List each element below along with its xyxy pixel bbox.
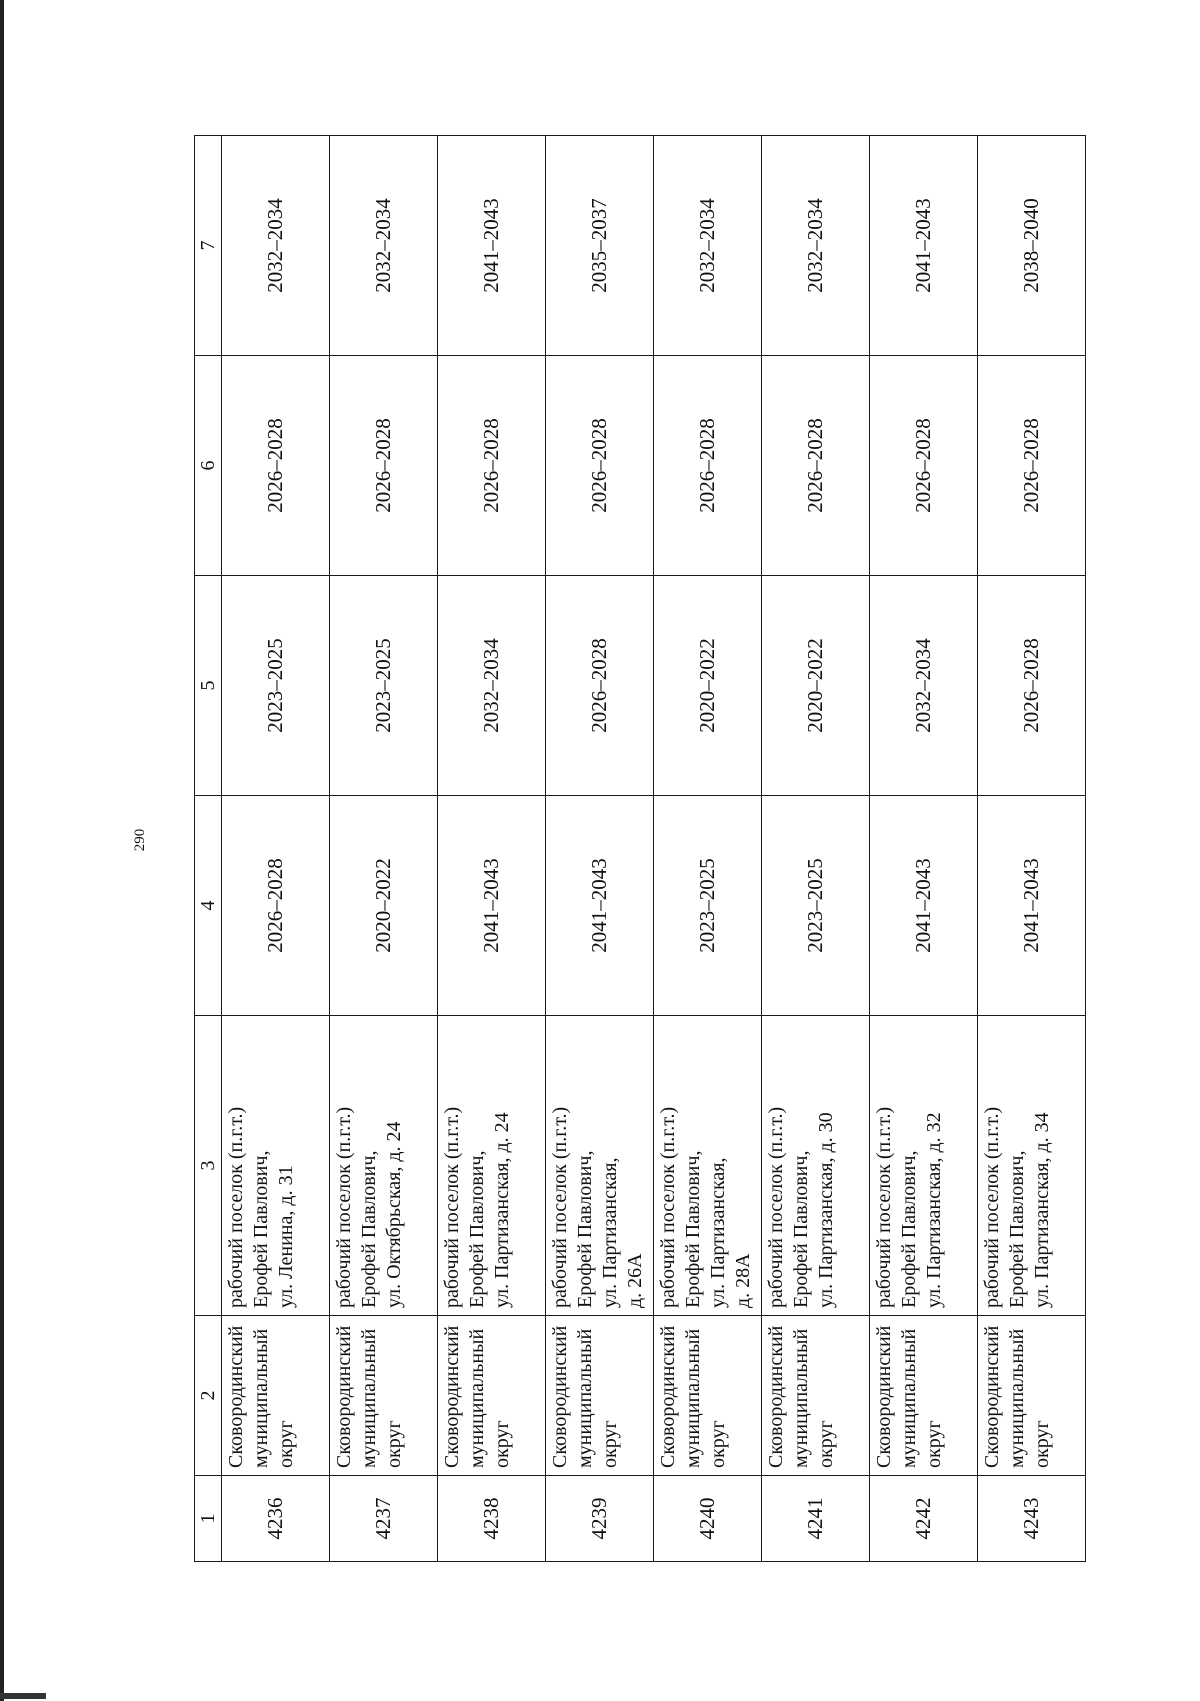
column-header-2: 2 — [195, 1316, 222, 1476]
column-number-row — [195, 136, 222, 1562]
municipality-cell — [870, 1316, 978, 1476]
municipality-line: округ — [599, 1420, 621, 1468]
period-col-5: 2026–2028 — [978, 576, 1086, 796]
address-line: ул. Партизанская, — [707, 1157, 729, 1308]
address-cell — [762, 1016, 870, 1316]
address-cell — [654, 1016, 762, 1316]
period-col-7: 2032–2034 — [330, 136, 438, 356]
period-col-5: 2020–2022 — [762, 576, 870, 796]
municipality-line: муниципальный — [682, 1328, 704, 1468]
column-header-3: 3 — [195, 1016, 222, 1316]
table-row — [222, 136, 330, 1562]
address-line: ул. Партизанская, д. 30 — [815, 1112, 837, 1308]
municipality-line: Сковородинский — [873, 1325, 895, 1468]
period-col-4: 2041–2043 — [870, 796, 978, 1016]
column-header-1: 1 — [195, 1476, 222, 1562]
page-number: 290 — [132, 828, 148, 852]
table-row — [870, 136, 978, 1562]
period-col-7: 2032–2034 — [762, 136, 870, 356]
table-row — [438, 136, 546, 1562]
period-col-4: 2020–2022 — [330, 796, 438, 1016]
municipality-cell — [978, 1316, 1086, 1476]
municipality-line: муниципальный — [358, 1328, 380, 1468]
address-line: Ерофей Павлович, — [790, 1150, 812, 1308]
housing-schedule-table — [194, 135, 1086, 1562]
address-line: ул. Партизанская, д. 24 — [491, 1112, 513, 1308]
row-number: 4242 — [870, 1476, 978, 1562]
address-cell — [546, 1016, 654, 1316]
address-cell — [978, 1016, 1086, 1316]
address-line: ул. Партизанская, д. 32 — [923, 1112, 945, 1308]
address-line: Ерофей Павлович, — [358, 1150, 380, 1308]
municipality-line: Сковородинский — [981, 1325, 1003, 1468]
municipality-cell — [546, 1316, 654, 1476]
table-row — [546, 136, 654, 1562]
municipality-line: округ — [923, 1420, 945, 1468]
address-line: Ерофей Павлович, — [466, 1150, 488, 1308]
period-col-4: 2041–2043 — [546, 796, 654, 1016]
address-line: Ерофей Павлович, — [574, 1150, 596, 1308]
municipality-line: Сковородинский — [657, 1325, 679, 1468]
period-col-6: 2026–2028 — [762, 356, 870, 576]
address-line: Ерофей Павлович, — [682, 1150, 704, 1308]
period-col-5: 2032–2034 — [870, 576, 978, 796]
address-cell — [222, 1016, 330, 1316]
address-line: д. 26А — [624, 1253, 646, 1308]
period-col-5: 2032–2034 — [438, 576, 546, 796]
address-line: ул. Ленина, д. 31 — [275, 1165, 297, 1308]
column-header-6: 6 — [195, 356, 222, 576]
period-col-5: 2023–2025 — [222, 576, 330, 796]
table-row — [978, 136, 1086, 1562]
municipality-line: округ — [1031, 1420, 1053, 1468]
municipality-line: Сковородинский — [549, 1325, 571, 1468]
municipality-line: муниципальный — [898, 1328, 920, 1468]
period-col-7: 2041–2043 — [870, 136, 978, 356]
municipality-line: округ — [707, 1420, 729, 1468]
municipality-line: Сковородинский — [225, 1325, 247, 1468]
municipality-line: округ — [815, 1420, 837, 1468]
address-line: Ерофей Павлович, — [898, 1150, 920, 1308]
row-number: 4240 — [654, 1476, 762, 1562]
municipality-line: Сковородинский — [765, 1325, 787, 1468]
municipality-line: Сковородинский — [441, 1325, 463, 1468]
address-line: рабочий поселок (п.г.т.) — [873, 1106, 895, 1308]
row-number: 4241 — [762, 1476, 870, 1562]
address-cell — [330, 1016, 438, 1316]
municipality-line: муниципальный — [574, 1328, 596, 1468]
row-number: 4236 — [222, 1476, 330, 1562]
municipality-line: округ — [275, 1420, 297, 1468]
period-col-7: 2038–2040 — [978, 136, 1086, 356]
period-col-4: 2041–2043 — [438, 796, 546, 1016]
municipality-cell — [438, 1316, 546, 1476]
row-number: 4237 — [330, 1476, 438, 1562]
address-line: ул. Октябрьская, д. 24 — [383, 1121, 405, 1308]
period-col-7: 2032–2034 — [222, 136, 330, 356]
address-line: рабочий поселок (п.г.т.) — [981, 1106, 1003, 1308]
period-col-7: 2032–2034 — [654, 136, 762, 356]
table-row — [762, 136, 870, 1562]
row-number: 4243 — [978, 1476, 1086, 1562]
column-header-4: 4 — [195, 796, 222, 1016]
period-col-4: 2023–2025 — [762, 796, 870, 1016]
address-line: Ерофей Павлович, — [1006, 1150, 1028, 1308]
municipality-line: Сковородинский — [333, 1325, 355, 1468]
period-col-6: 2026–2028 — [222, 356, 330, 576]
municipality-cell — [762, 1316, 870, 1476]
period-col-6: 2026–2028 — [546, 356, 654, 576]
period-col-5: 2026–2028 — [546, 576, 654, 796]
period-col-7: 2041–2043 — [438, 136, 546, 356]
address-cell — [438, 1016, 546, 1316]
address-line: рабочий поселок (п.г.т.) — [333, 1106, 355, 1308]
address-line: рабочий поселок (п.г.т.) — [441, 1106, 463, 1308]
period-col-5: 2023–2025 — [330, 576, 438, 796]
municipality-line: муниципальный — [250, 1328, 272, 1468]
address-line: ул. Партизанская, — [599, 1157, 621, 1308]
column-header-7: 7 — [195, 136, 222, 356]
address-line: ул. Партизанская, д. 34 — [1031, 1112, 1053, 1308]
municipality-line: округ — [383, 1420, 405, 1468]
municipality-cell — [654, 1316, 762, 1476]
period-col-6: 2026–2028 — [654, 356, 762, 576]
period-col-5: 2020–2022 — [654, 576, 762, 796]
municipality-cell — [222, 1316, 330, 1476]
period-col-6: 2026–2028 — [870, 356, 978, 576]
row-number: 4239 — [546, 1476, 654, 1562]
period-col-4: 2026–2028 — [222, 796, 330, 1016]
column-header-5: 5 — [195, 576, 222, 796]
period-col-7: 2035–2037 — [546, 136, 654, 356]
address-line: рабочий поселок (п.г.т.) — [225, 1106, 247, 1308]
municipality-line: муниципальный — [1006, 1328, 1028, 1468]
period-col-6: 2026–2028 — [978, 356, 1086, 576]
municipality-line: муниципальный — [466, 1328, 488, 1468]
address-line: Ерофей Павлович, — [250, 1150, 272, 1308]
period-col-6: 2026–2028 — [330, 356, 438, 576]
municipality-cell — [330, 1316, 438, 1476]
address-line: рабочий поселок (п.г.т.) — [657, 1106, 679, 1308]
period-col-6: 2026–2028 — [438, 356, 546, 576]
address-line: рабочий поселок (п.г.т.) — [765, 1106, 787, 1308]
row-number: 4238 — [438, 1476, 546, 1562]
address-line: д. 28А — [732, 1253, 754, 1308]
address-line: рабочий поселок (п.г.т.) — [549, 1106, 571, 1308]
address-cell — [870, 1016, 978, 1316]
period-col-4: 2041–2043 — [978, 796, 1086, 1016]
scan-bottom-mark — [0, 1693, 46, 1699]
period-col-4: 2023–2025 — [654, 796, 762, 1016]
municipality-line: округ — [491, 1420, 513, 1468]
table-row — [654, 136, 762, 1562]
scan-left-edge — [0, 0, 4, 1701]
municipality-line: муниципальный — [790, 1328, 812, 1468]
table-row — [330, 136, 438, 1562]
